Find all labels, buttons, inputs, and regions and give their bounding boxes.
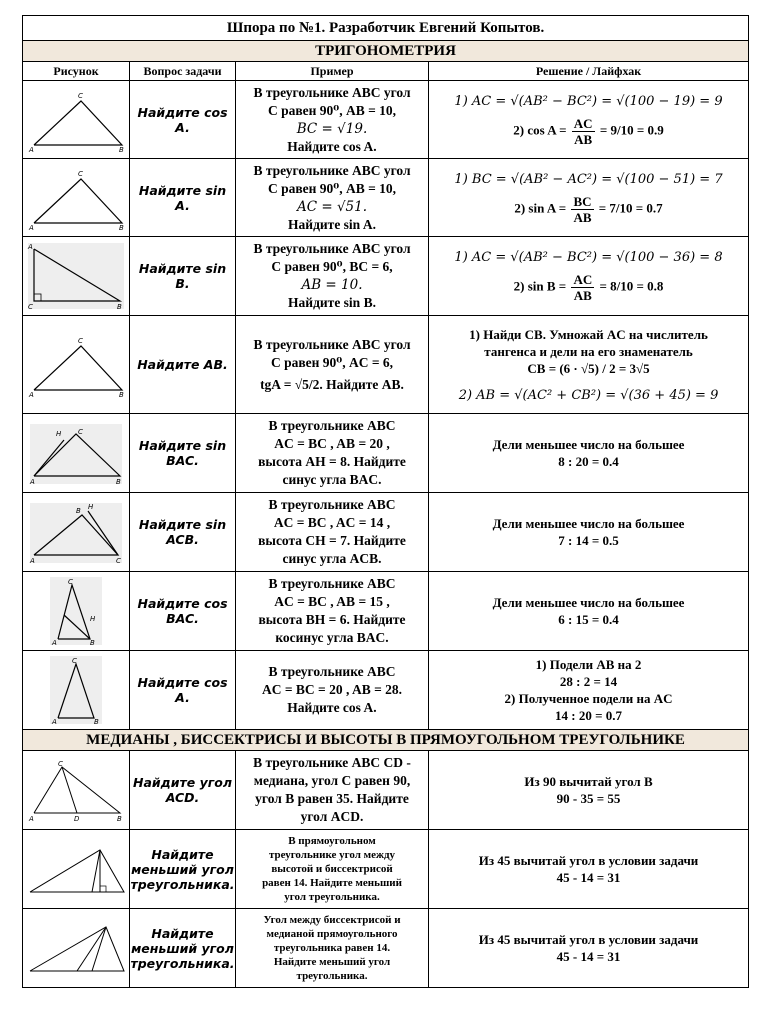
svg-text:A: A (29, 223, 34, 231)
svg-text:A: A (52, 639, 57, 647)
table-row (23, 414, 749, 493)
col-header-example: Пример (236, 62, 429, 81)
svg-text:A: A (29, 390, 34, 398)
col-header-picture: Рисунок (23, 62, 130, 81)
example-cell: В треугольнике ABC AC = BC , AB = 15 , высота BH = 6. Найдите косинус угла BAC. (236, 572, 429, 651)
solution-cell: 1) Найди CB. Умножай AC на числитель тангенса и дели на его знаменатель CB = (6 · √5) / 2 = 3√5 2) AB = √(AC² + CB²) = √(36 + 45) = 9 (429, 316, 749, 414)
median-bisector-figure (23, 909, 130, 988)
svg-text:B: B (94, 718, 99, 726)
svg-text:B: B (116, 478, 121, 486)
page-title: Шпора по №1. Разработчик Евгений Копытов. (23, 16, 749, 41)
example-cell: В треугольнике ABC угол С равен 90⁰, AB = 10, AC = √51. Найдите sin A. (236, 159, 429, 237)
svg-text:A: A (28, 243, 33, 251)
table-row (23, 751, 749, 830)
solution-cell: Из 90 вычитай угол B 90 - 35 = 55 (429, 751, 749, 830)
solution-cell: Дели меньшее число на большее 8 : 20 = 0.4 (429, 414, 749, 493)
question-cell: Найдите sin B. (130, 237, 236, 316)
example-cell: В треугольнике ABC AC = BC , AB = 20 , высота AH = 8. Найдите синус угла BAC. (236, 414, 429, 493)
example-cell: В треугольнике ABC угол С равен 90⁰, AC = 6, tgA = √5/2. Найдите AB. (236, 316, 429, 414)
question-cell: Найдите cos A. (130, 81, 236, 159)
isosceles-triangle-figure (23, 651, 130, 730)
svg-text:C: C (116, 557, 121, 565)
question-cell: Найдите cos BAC. (130, 572, 236, 651)
solution-cell: 1) BC = √(AB² − AC²) = √(100 − 51) = 7 2) sin A = $\frac{BC}{AB}$ = 7/10 = 0.7 (429, 159, 749, 237)
svg-text:H: H (56, 430, 62, 438)
svg-text:D: D (74, 815, 80, 823)
right-triangle-figure (23, 237, 130, 316)
example-cell: В треугольнике ABC угол С равен 90⁰, AB = 10, BC = √19. Найдите cos A. (236, 81, 429, 159)
svg-text:H: H (90, 615, 96, 623)
svg-text:C: C (78, 91, 83, 100)
cheat-sheet-table (22, 15, 749, 988)
solution-cell: Дели меньшее число на большее 6 : 15 = 0.4 (429, 572, 749, 651)
svg-text:H: H (88, 503, 94, 511)
example-cell: В прямоугольном треугольнике угол между высотой и биссектрисой равен 14. Найдите меньший угол треугольника. (236, 830, 429, 909)
table-row (23, 572, 749, 651)
section-trigonometry: ТРИГОНОМЕТРИЯ (23, 41, 749, 62)
example-cell: В треугольнике ABC CD - медиана, угол C равен 90, угол B равен 35. Найдите угол ACD. (236, 751, 429, 830)
svg-text:B: B (76, 507, 81, 515)
triangle-figure (23, 159, 130, 237)
col-header-solution: Решение / Лайфхак (429, 62, 749, 81)
svg-text:C: C (78, 428, 83, 436)
svg-text:A: A (30, 557, 35, 565)
svg-text:C: C (28, 303, 33, 311)
svg-text:B: B (117, 303, 122, 311)
question-cell: Найдите угол ACD. (130, 751, 236, 830)
svg-text:C: C (78, 169, 83, 178)
table-row (23, 493, 749, 572)
median-figure (23, 751, 130, 830)
svg-text:B: B (117, 815, 122, 823)
height-bisector-figure (23, 830, 130, 909)
question-cell: Найдите cos A. (130, 651, 236, 730)
table-row (23, 237, 749, 316)
svg-text:A: A (30, 478, 35, 486)
table-row (23, 909, 749, 988)
isosceles-height-figure (23, 572, 130, 651)
svg-text:B: B (119, 145, 124, 153)
solution-cell: Дели меньшее число на большее 7 : 14 = 0.5 (429, 493, 749, 572)
isosceles-height-figure (23, 493, 130, 572)
solution-cell: Из 45 вычитай угол в условии задачи 45 - 14 = 31 (429, 909, 749, 988)
triangle-figure (23, 316, 130, 414)
example-cell: В треугольнике ABC AC = BC , AC = 14 , высота CH = 7. Найдите синус угла ACB. (236, 493, 429, 572)
solution-cell: Из 45 вычитай угол в условии задачи 45 - 14 = 31 (429, 830, 749, 909)
svg-text:C: C (68, 578, 73, 586)
svg-text:A: A (29, 145, 34, 153)
question-cell: Найдите sin A. (130, 159, 236, 237)
section-medians: МЕДИАНЫ , БИССЕКТРИСЫ И ВЫСОТЫ В ПРЯМОУГОЛЬНОМ ТРЕУГОЛЬНИКЕ (23, 730, 749, 751)
table-row (23, 830, 749, 909)
triangle-figure (23, 81, 130, 159)
question-cell: Найдите меньший угол треугольника. (130, 909, 236, 988)
table-row (23, 159, 749, 237)
example-cell: Угол между биссектрисой и медианой прямоугольного треугольника равен 14. Найдите меньший угол треугольника. (236, 909, 429, 988)
solution-cell: 1) Подели AB на 2 28 : 2 = 14 2) Полученное подели на AC 14 : 20 = 0.7 (429, 651, 749, 730)
question-cell: Найдите sin BAC. (130, 414, 236, 493)
svg-text:A: A (52, 718, 57, 726)
question-cell: Найдите AB. (130, 316, 236, 414)
solution-cell: 1) AC = √(AB² − BC²) = √(100 − 36) = 8 2) sin B = $\frac{AC}{AB}$ = 8/10 = 0.8 (429, 237, 749, 316)
isosceles-height-figure (23, 414, 130, 493)
table-row (23, 81, 749, 159)
table-row (23, 316, 749, 414)
svg-text:A: A (29, 815, 34, 823)
svg-text:C: C (58, 760, 63, 768)
solution-cell: 1) AC = √(AB² − BC²) = √(100 − 19) = 9 2) cos A = $\frac{AC}{AB}$ = 9/10 = 0.9 (429, 81, 749, 159)
svg-text:B: B (119, 390, 124, 398)
example-cell: В треугольнике ABC AC = BC = 20 , AB = 28. Найдите cos A. (236, 651, 429, 730)
cheat-sheet (22, 15, 748, 1008)
question-cell: Найдите меньший угол треугольника. (130, 830, 236, 909)
col-header-question: Вопрос задачи (130, 62, 236, 81)
svg-text:C: C (78, 336, 83, 345)
svg-text:C: C (72, 657, 77, 665)
svg-text:B: B (90, 639, 95, 647)
example-cell: В треугольнике ABC угол С равен 90⁰, BC = 6, AB = 10. Найдите sin B. (236, 237, 429, 316)
question-cell: Найдите sin ACB. (130, 493, 236, 572)
svg-text:B: B (119, 223, 124, 231)
table-row (23, 651, 749, 730)
